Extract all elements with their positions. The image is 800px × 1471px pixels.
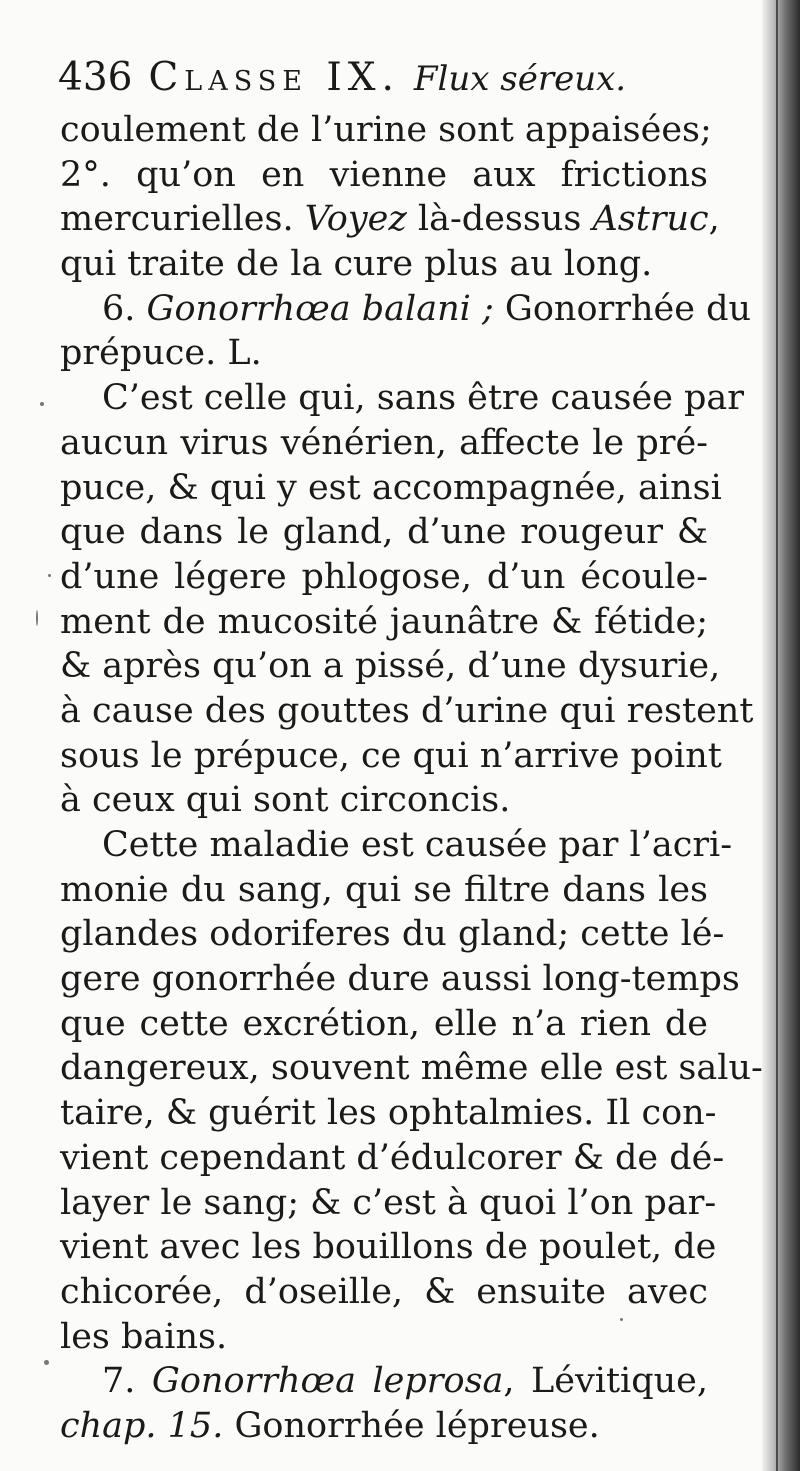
running-title: Flux séreux. [413,59,627,99]
text-line [60,600,708,645]
text-line [60,778,708,823]
text-line [60,108,712,153]
page-header [58,52,738,104]
text-line [60,197,720,242]
text-line [60,734,722,779]
text-line [60,1046,763,1091]
text-run: là-dessus [406,199,593,240]
text-run: vient cependant d’édulcorer & de dé- [60,1137,725,1178]
scan-speck [620,1318,623,1321]
text-run: gere gonorrhée dure aussi long-temps [60,959,740,1000]
text-run: Cette maladie est causée par l’acri- [102,825,733,865]
text-line [60,376,745,421]
italic-text: Gonorrhœa leprosa [151,1361,504,1402]
text-run: C’est celle qui, sans être causée par [102,378,745,419]
text-run: Gonorrhée du [493,288,752,329]
text-line [60,957,740,1002]
text-line [60,1002,708,1047]
text-line [60,510,708,555]
text-line [60,823,733,868]
text-run: que dans le gland, d’une rougeur & [60,512,708,553]
text-run: vient avec les bouillons de poulet, de [60,1227,717,1268]
text-run: dangereux, souvent même elle est salu- [60,1048,763,1089]
text-run: glandes odoriferes du gland; cette lé- [60,914,725,955]
text-run: layer le sang; & c’est à quoi l’on par- [60,1182,717,1223]
text-line [60,1404,708,1449]
text-run: mercurielles. [60,199,305,240]
text-run: & après qu’on a pissé, d’une dysurie, [60,646,721,687]
text-run: 7. [102,1361,152,1402]
text-run: coulement de l’urine sont appaisées; [60,110,712,150]
text-run: à ceux qui sont circoncis. [60,780,511,821]
text-run: monie du sang, qui se filtre dans les [60,869,708,910]
text-line [60,1270,708,1315]
scan-speck [44,1360,49,1365]
text-line [60,1359,708,1404]
text-run: à cause des gouttes d’urine qui restent [60,690,754,731]
text-run: chicorée, d’oseille, & ensuite avec [60,1271,708,1312]
body-text [60,108,763,1449]
italic-text: Astruc [592,199,709,240]
text-run: Gonorrhée lépreuse. [223,1405,600,1446]
text-line [60,1315,708,1360]
page-number: 436 [58,55,133,100]
scan-speck [36,610,38,626]
text-line [60,689,754,734]
text-run: que cette excrétion, elle n’a rien de [60,1003,708,1044]
text-line [60,153,708,198]
text-run: 6. [102,288,147,329]
italic-text: chap. 15. [60,1405,224,1446]
text-line [60,421,708,466]
text-line [60,555,708,600]
binding-edge [776,0,778,1471]
text-run: aucun virus vénérien, affecte le pré- [60,422,708,463]
text-line [60,912,725,957]
text-run: taire, & guérit les ophtalmies. Il con- [60,1093,717,1134]
text-line [60,287,752,332]
text-line [60,1091,717,1136]
text-line [60,868,708,913]
text-run: qui traite de la cure plus au long. [60,244,653,285]
scan-speck [48,574,51,577]
text-run: puce, & qui y est accompagnée, ainsi [60,467,722,508]
text-line [60,1181,717,1226]
text-run: 2°. qu’on en vienne aux frictions [60,154,708,195]
italic-text: Gonorrhœa balani ; [146,288,494,329]
scan-speck [40,402,44,406]
text-run: ment de mucosité jaunâtre & fétide; [60,601,708,642]
text-line [60,466,722,511]
text-run: , Lévitique, [503,1361,708,1402]
text-line [60,1225,717,1270]
text-line [60,331,708,376]
page-gutter-shadow [762,0,800,1471]
text-line [60,242,708,287]
text-run: d’une légere phlogose, d’un écoule- [60,556,708,597]
text-run: sous le prépuce, ce qui n’arrive point [60,735,722,776]
text-line [60,644,721,689]
text-run: , [708,199,720,240]
text-run: les bains. [60,1316,228,1357]
italic-text: Voyez [304,199,407,240]
text-line [60,1136,725,1181]
class-label: Classe IX. [148,55,400,100]
text-run: prépuce. L. [60,333,262,374]
